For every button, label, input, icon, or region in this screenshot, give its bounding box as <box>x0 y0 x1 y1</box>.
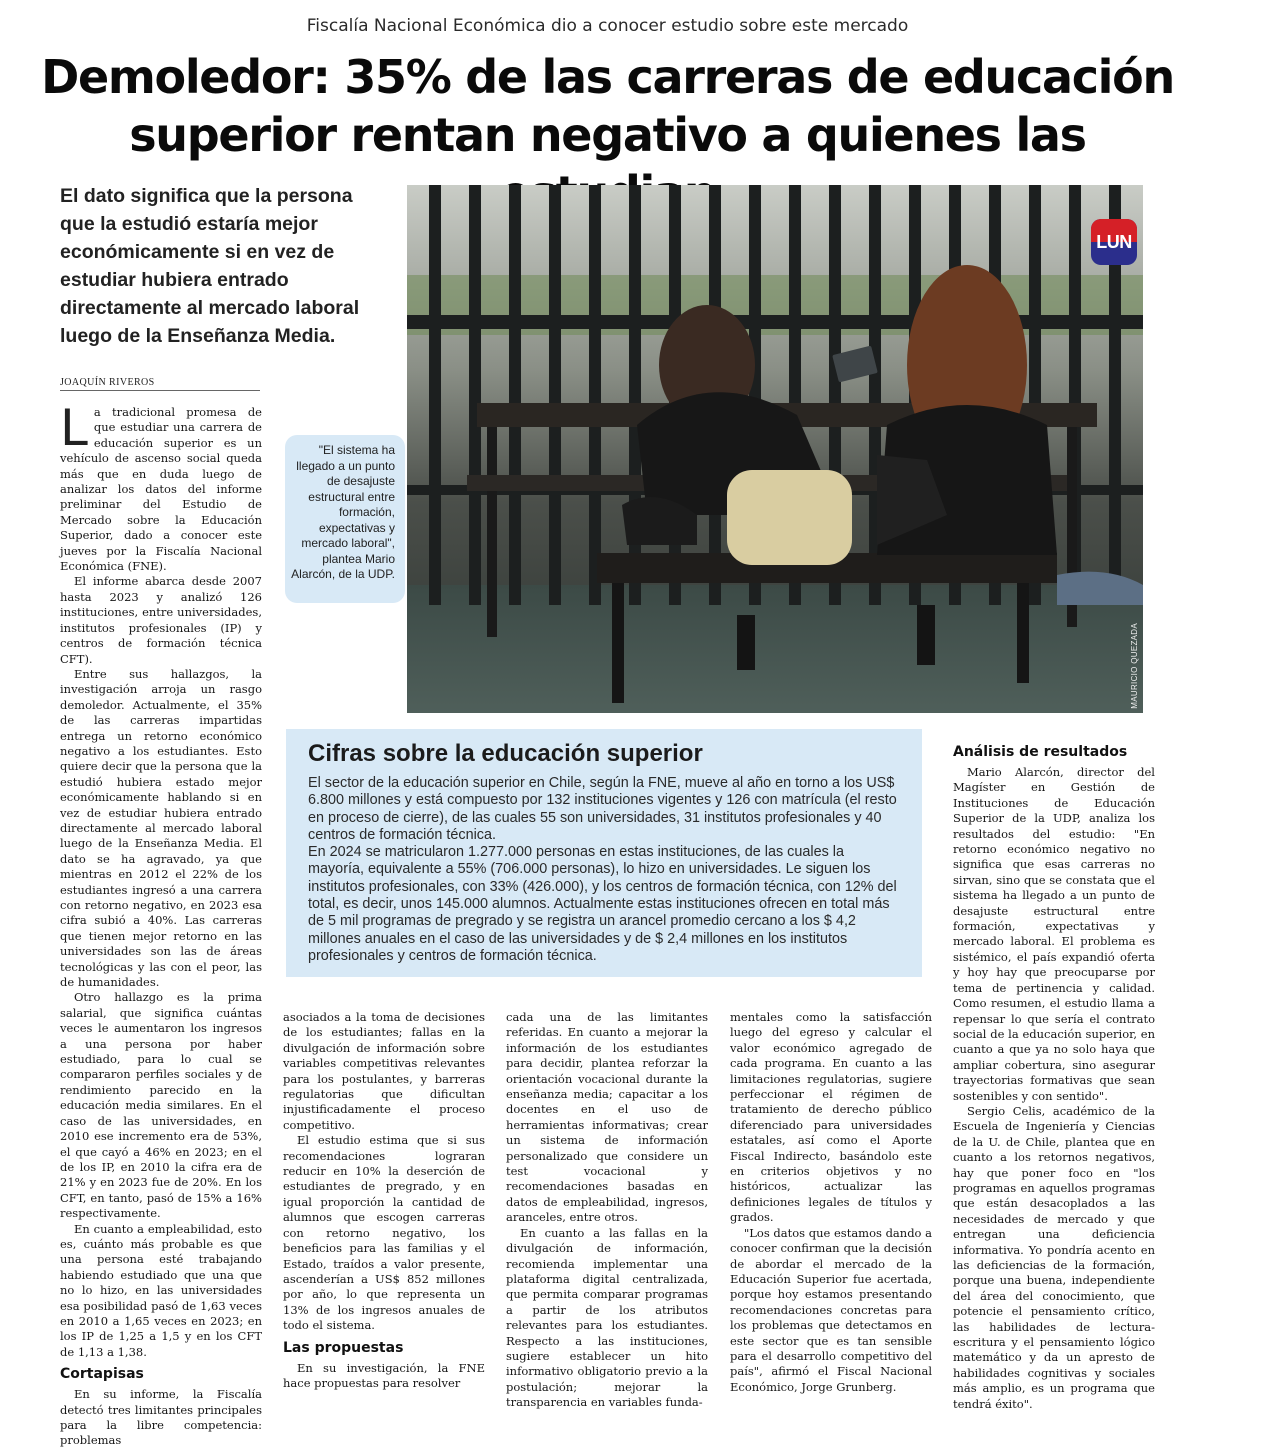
article-column-4 <box>730 1010 932 1395</box>
infobox-title: Cifras sobre la educación superior <box>308 740 703 767</box>
subhead-analisis: Análisis de resultados <box>953 744 1128 760</box>
paragraph: Sergio Celis, académico de la Escuela de Ingeniería y Ciencias de la U. de Chile, plantea que en cuanto a los retornos negativos, hay que poner foco en "los programas en aquellos programas que están desacoplados a las necesidades de mercado y que entregan una deficiencia informativa. Yo pondría acento en las deficiencias de la formación, porque una buena, independiente del área del conocimiento, que potencie el pensamiento crítico, las habilidades de lectura-escritura y el pensamiento lógico matemático y da un apresto de habilidades cognitivas y sociales más amplio, es un programa que tendrá éxito". <box>953 1103 1155 1411</box>
paragraph: Entre sus hallazgos, la investigación arroja un rasgo demoledor. Actualmente, el 35% de las carreras impartidas entrega un retorno económico negativo a los estudiantes. Esto quiere decir que la persona que la estudió hubiera estado mejor económicamente hablando si en vez de estudiar hubiera entrado directamente al mercado laboral luego de la Enseñanza Media. El dato se ha agravado, ya que mientras en 2012 el 22% de los estudiantes ingresó a una carrera con retorno negativo, en 2023 esa cifra subió a 40%. Las carreras que tienen mejor retorno en las universidades son las de áreas tecnológicas y las con el peor, las de humanidades. <box>60 666 262 990</box>
paragraph: Mario Alarcón, director del Magíster en Gestión de Instituciones de Educación Superior de la UDP, analiza los resultados del estudio: "En retorno económico negativo no significa que esas carreras no sirvan, sino que se constata que el sistema ha llegado a un punto de desajuste estructural entre formación, expectativas y mercado laboral. El problema es sistémico, el país expandió oferta y hoy hay que preocuparse por tema de pertinencia y calidad. Como resumen, el estudio llama a repensar lo que sería el contrato social de la educación superior, en cuanto a que ya no solo haya que ampliar cobertura, sino asegurar trayectorias formativas que sean sostenibles y con sentido". <box>953 765 1155 1103</box>
lun-logo: LUN <box>1091 219 1137 265</box>
subhead-propuestas: Las propuestas <box>283 1339 404 1356</box>
photo-illustration <box>407 185 1143 713</box>
paragraph: "Los datos que estamos dando a conocer confirman que la decisión de abordar el mercado de la Educación Superior fue acertada, porque hoy estamos presentando recomendaciones concretas para los problemas que detectamos en este sector que es tan sensible para el desarrollo competitivo del país", afirmó el Fiscal Nacional Económico, Jorge Grunberg. <box>730 1225 932 1394</box>
article-column-3 <box>506 1010 708 1411</box>
first-paragraph: La tradicional promesa de que estudiar una carrera de educación superior es un vehículo de ascenso social queda más que en duda luego de analizar los datos del informe preliminar del Estudio de Mercado sobre la Educación Superior, dado a conocer este jueves por la Fiscalía Nacional Económica (FNE). <box>60 399 262 574</box>
article-column-5 <box>953 743 1155 1412</box>
infobox-paragraph: El sector de la educación superior en Chile, según la FNE, mueve al año en torno a los US$ 6.800 millones y está compuesto por 132 instituciones vigentes y 126 con matrícula (el resto en proceso de cierre), de las cuales 55 son universidades, 31 institutos profesionales y 40 centros de formación técnica. <box>308 775 897 843</box>
paragraph: asociados a la toma de decisiones de los estudiantes; fallas en la divulgación de información sobre variables competitivas relevantes para los postulantes, y barreras regulatorias que dificultan injustificadamente el proceso competitivo. <box>283 1010 485 1132</box>
article-column-1 <box>60 399 262 1449</box>
article-column-2 <box>283 1010 485 1391</box>
infobox-paragraph: En 2024 se matricularon 1.277.000 personas en estas instituciones, de las cuales la mayoría, equivalente a 55% (706.000 personas), lo hizo en universidades. Le siguen los institutos profesionales, con 33% (426.000), y los centros de formación técnica, con 12% del total, es decir, unos 145.000 alumnos. Actualmente estas instituciones ofrecen en total más de 5 mil programas de pregrado y se registra un arancel promedio cercano a los $ 4,2 millones anuales en el caso de las universidades y de $ 2,4 millones en los institutos profesionales y centros de formación técnica. <box>308 844 897 964</box>
drop-cap: L <box>60 399 88 457</box>
infobox <box>286 729 922 977</box>
paragraph: En su investigación, la FNE hace propuestas para resolver <box>283 1360 485 1390</box>
paragraph: cada una de las limitantes referidas. En cuanto a mejorar la información de los estudiantes para decidir, plantea reforzar la orientación vocacional durante la enseñanza media; capacitar a los docentes en el uso de herramientas informativas; crear un sistema de información personalizado que considere un test vocacional y recomendaciones basadas en datos de empleabilidad, ingresos, aranceles, entre otros. <box>506 1010 708 1225</box>
paragraph: mentales como la satisfacción luego del egreso y calcular el valor económico agregado de cada programa. En cuanto a las limitaciones regulatorias, sugiere perfeccionar el régimen de tratamiento de derecho público diferenciado para universidades estatales, así como el Aporte Fiscal Indirecto, basándolo este en criterios objetivos y no históricos, actualizar las definiciones legales de títulos y grados. <box>730 1010 932 1225</box>
photo-credit: MAURICIO QUEZADA <box>1130 623 1139 709</box>
paragraph: En su informe, la Fiscalía detectó tres limitantes principales para la libre competencia: problemas <box>60 1387 262 1448</box>
kicker: Fiscalía Nacional Económica dio a conocer estudio sobre este mercado <box>306 16 909 36</box>
paragraph: El estudio estima que si sus recomendaciones lograran reducir en 10% la deserción de estudiantes de pregrado, y en igual proporción la cantidad de alumnos que escogen carreras con retorno negativo, los beneficios para las familias y el Estado, traídos a valor presente, ascenderían a US$ 852 millones por año, lo que representa un 13% de los ingresos anuales de todo el sistema. <box>283 1133 485 1333</box>
paragraph: En cuanto a las fallas en la divulgación de información, recomienda implementar una plataforma digital centralizada, que permita comparar programas a partir de los atributos relevantes para los estudiantes. Respecto a las instituciones, sugiere establecer un hito informativo obligatorio previo a la postulación; mejorar la transparencia en variables funda- <box>506 1225 708 1410</box>
pull-quote: "El sistema ha llegado a un punto de desajuste estructural entre formación, expectativas y mercado laboral", plantea Mario Alarcón, de la UDP. <box>285 435 405 603</box>
headline: Demoledor: 35% de las carreras de educación superior rentan negativo a quienes las <box>41 50 1174 162</box>
paragraph: Otro hallazgo es la prima salarial, que significa cuántas veces le aumentaron los ingresos a una persona por haber estudiado, para lo cual se compararon perfiles sociales y de rendimiento parecido en la educación media similares. En el caso de las universidades, en 2010 ese incremento era de 53%, el que cayó a 46% en 2023; en el de los IP, en 2010 la cifra era de 21% y en 2023 fue de 20%. En los CFT, en tanto, pasó de 15% a 16% respectivamente. <box>60 990 262 1221</box>
lead-paragraph: El dato significa que la persona que la estudió estaría mejor económicamente si en vez de estudiar hubiera entrado directamente al mercado laboral luego de la Enseñanza Media. <box>60 185 360 347</box>
subhead-cortapisas: Cortapisas <box>60 1366 144 1383</box>
paragraph: El informe abarca desde 2007 hasta 2023 y analizó 126 instituciones, entre universidades, institutos profesionales (IP) y centros de formación técnica CFT). <box>60 574 262 666</box>
paragraph: En cuanto a empleabilidad, esto es, cuánto más probable es que una persona esté trabajando habiendo estudiado que una que no lo hizo, en las universidades esa posibilidad pasó de 1,63 veces en 2010 a 1,65 veces en 2023; en los IP de 1,25 a 1,5 y en los CFT de 1,13 a 1,38. <box>60 1221 262 1359</box>
byline: JOAQUÍN RIVEROS <box>60 377 260 391</box>
article-photo <box>407 185 1143 713</box>
